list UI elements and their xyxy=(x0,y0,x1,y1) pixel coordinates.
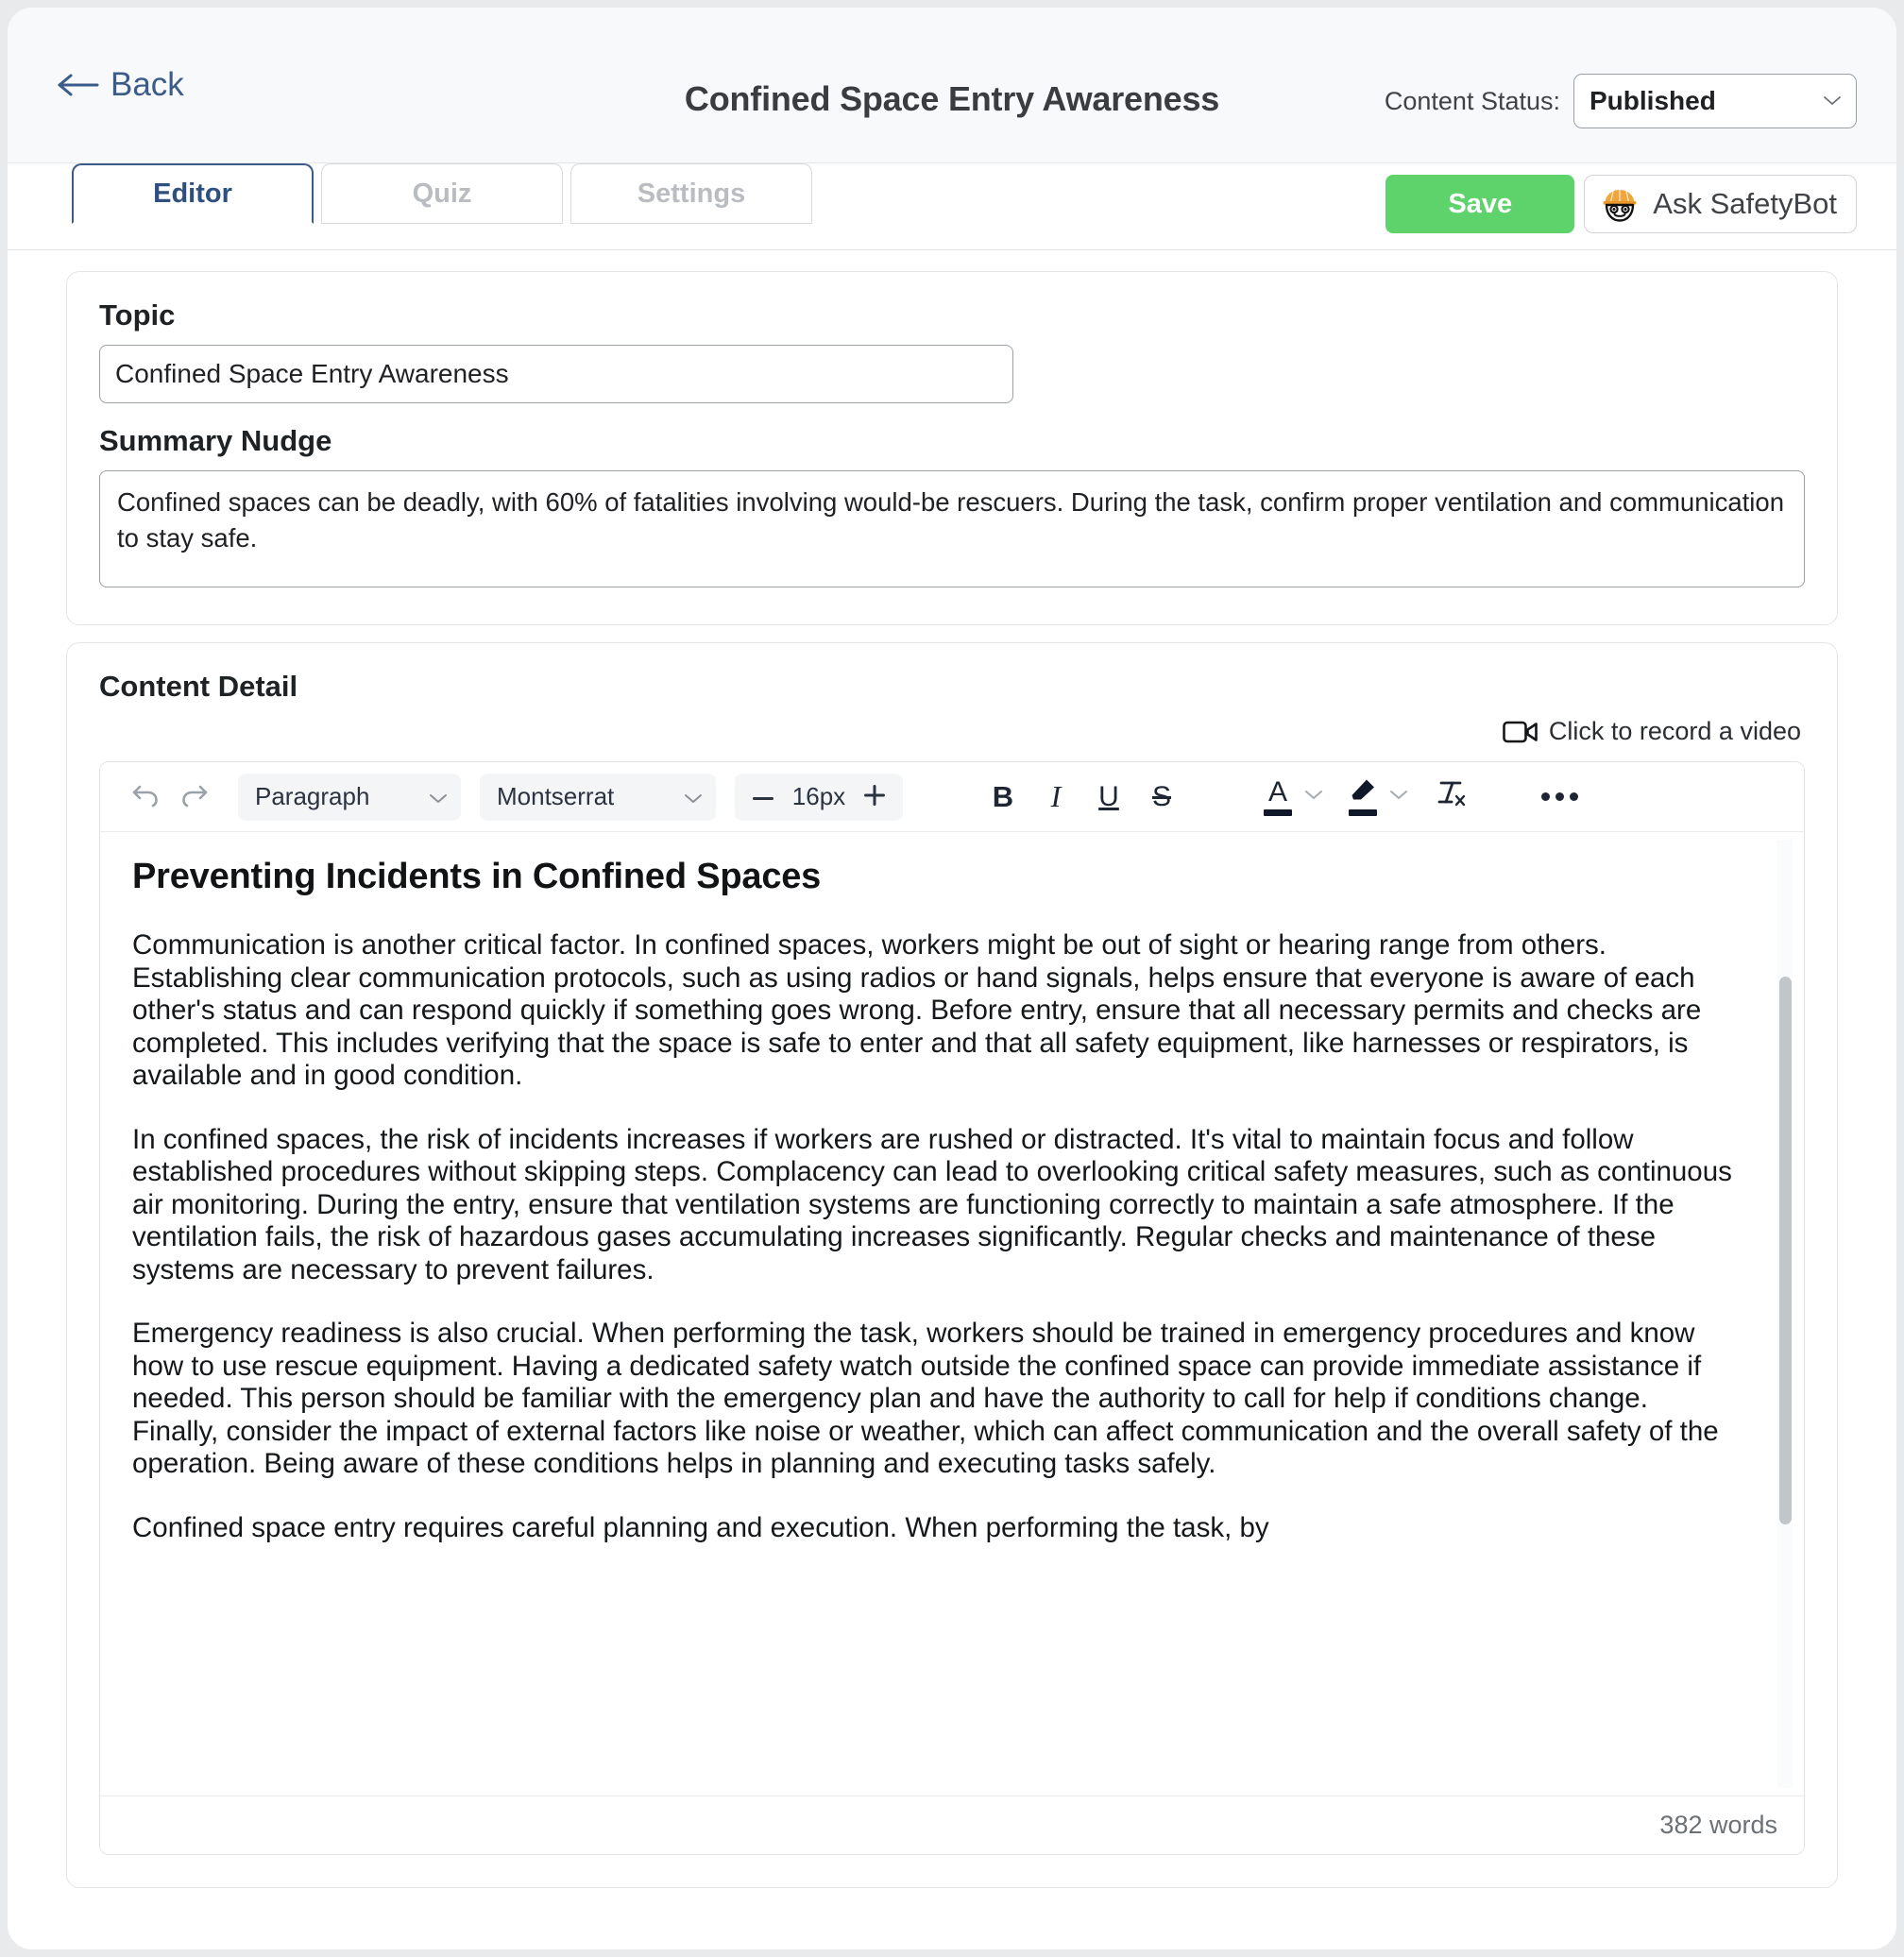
word-count: 382 words xyxy=(1659,1811,1777,1839)
editor-toolbar xyxy=(100,762,1804,832)
content-detail-label: Content Detail xyxy=(99,670,298,703)
ask-safetybot-button[interactable] xyxy=(1584,175,1857,233)
save-button[interactable]: Save xyxy=(1386,175,1574,233)
content-status-label: Content Status: xyxy=(1384,86,1560,115)
editor-footer xyxy=(100,1795,1804,1854)
content-status-select[interactable] xyxy=(1573,74,1857,128)
topic-input[interactable] xyxy=(99,345,1013,403)
tab-quiz[interactable] xyxy=(321,163,563,224)
topic-label: Topic xyxy=(99,298,176,332)
topic-summary-card xyxy=(66,271,1838,625)
document-paragraph: Communication is another critical factor. In confined spaces, workers might be out of sight or hearing range from others. Establishing clear communication protocols, such as using radios or hand signals, helps ensure that everyone is aware of each other's status and can respond quickly if something goes wrong. Before entry, ensure that all necessary permits and checks are completed. This includes verifying that the space is safe to enter and that all safety equipment, like harnesses or respirators, is available and in good condition. xyxy=(132,929,1702,1091)
editor-scrollbar[interactable] xyxy=(1777,840,1793,1788)
highlight-color-dropdown-button[interactable] xyxy=(1386,781,1411,813)
chevron-down-icon xyxy=(429,782,448,811)
font-size-decrease-button[interactable] xyxy=(750,784,776,810)
summary-nudge-textarea[interactable] xyxy=(99,470,1805,587)
block-format-select[interactable] xyxy=(238,774,461,821)
font-color-button[interactable] xyxy=(1254,773,1301,822)
chevron-down-icon xyxy=(1304,790,1323,804)
content-detail-card xyxy=(66,642,1838,1888)
ask-safetybot-label: Ask SafetyBot xyxy=(1653,187,1837,220)
clear-formatting-button[interactable] xyxy=(1424,773,1477,822)
tab-settings-label: Settings xyxy=(637,178,746,209)
tab-quiz-label: Quiz xyxy=(412,178,472,209)
document-content xyxy=(132,857,1760,1544)
editor-content-area[interactable] xyxy=(100,832,1804,1795)
font-size-increase-button[interactable] xyxy=(861,784,888,810)
tab-editor-label: Editor xyxy=(153,178,232,209)
tab-editor[interactable] xyxy=(72,163,314,224)
font-family-value: Montserrat xyxy=(497,782,615,810)
block-format-value: Paragraph xyxy=(255,782,370,810)
back-label: Back xyxy=(110,66,184,103)
action-group xyxy=(1386,175,1857,233)
more-options-button[interactable] xyxy=(1532,773,1587,822)
content-status-value: Published xyxy=(1590,86,1716,115)
rich-text-editor xyxy=(99,761,1805,1855)
top-bar xyxy=(8,8,1896,163)
more-horizontal-icon xyxy=(1541,792,1550,801)
redo-button[interactable] xyxy=(170,773,219,822)
document-paragraph: In confined spaces, the risk of incidents increases if workers are rushed or distracted. It's vital to maintain focus and follow established procedures without skipping steps. Complacency can lead to overlooking critical safety measures, such as continuous air monitoring. During the entry, ensure that ventilation systems are functioning correctly to maintain a safe atmosphere. If the ventilation fails, the risk of hazardous gases accumulating increases significantly. Regular checks and maintenance of these systems are necessary to prevent failures. xyxy=(132,1123,1732,1285)
spacer xyxy=(99,403,1805,424)
safety-helmet-face-icon xyxy=(1598,182,1641,226)
record-video-row[interactable] xyxy=(99,717,1805,746)
font-size-value: 16px xyxy=(791,782,846,810)
content-status-group xyxy=(1385,74,1857,128)
summary-nudge-label: Summary Nudge xyxy=(99,424,332,457)
chevron-down-icon xyxy=(1389,790,1408,804)
undo-icon xyxy=(130,781,161,812)
font-color-dropdown-button[interactable] xyxy=(1301,781,1326,813)
font-size-stepper xyxy=(735,774,903,821)
italic-button[interactable]: I xyxy=(1029,773,1082,822)
plus-icon xyxy=(864,785,885,808)
font-color-swatch xyxy=(1264,809,1292,816)
page-title: Confined Space Entry Awareness xyxy=(684,79,1220,118)
document-heading: Preventing Incidents in Confined Spaces xyxy=(132,857,822,896)
highlight-color-button[interactable] xyxy=(1339,773,1386,822)
page-body xyxy=(8,250,1896,1949)
font-color-icon: A xyxy=(1267,775,1287,808)
minus-icon xyxy=(753,790,774,804)
highlighter-icon xyxy=(1348,777,1378,807)
document-paragraph: Emergency readiness is also crucial. When performing the task, workers should be trained in emergency procedures and know how to use rescue equipment. Having a dedicated safety watch outside the confined space can provide immediate assistance if needed. This person should be familiar with the emergency plan and have the authority to call for help if conditions change. Finally, consider the impact of external factors like noise or weather, which can affect communication and the overall safety of the operation. Being aware of these conditions helps in planning and executing tasks safely. xyxy=(132,1318,1719,1479)
font-family-select[interactable] xyxy=(480,774,716,821)
bold-button[interactable]: B xyxy=(977,773,1029,822)
chevron-down-icon xyxy=(684,782,703,811)
document-paragraph: Confined space entry requires careful planning and execution. When performing the task, by xyxy=(132,1511,1269,1543)
clear-formatting-icon xyxy=(1434,777,1468,817)
tab-bar xyxy=(8,163,1896,250)
undo-button[interactable] xyxy=(121,773,170,822)
more-horizontal-icon xyxy=(1556,792,1564,801)
app-window xyxy=(8,8,1896,1949)
more-horizontal-icon xyxy=(1570,792,1578,801)
underline-button[interactable]: U xyxy=(1082,773,1135,822)
redo-icon xyxy=(179,781,210,812)
tab-settings[interactable] xyxy=(570,163,812,224)
record-video-label: Click to record a video xyxy=(1548,717,1801,745)
highlight-color-swatch xyxy=(1349,809,1377,816)
tab-group xyxy=(72,163,812,222)
strikethrough-button[interactable]: S xyxy=(1135,773,1188,822)
editor-scrollbar-thumb[interactable] xyxy=(1779,977,1792,1524)
video-camera-icon xyxy=(1503,719,1538,745)
